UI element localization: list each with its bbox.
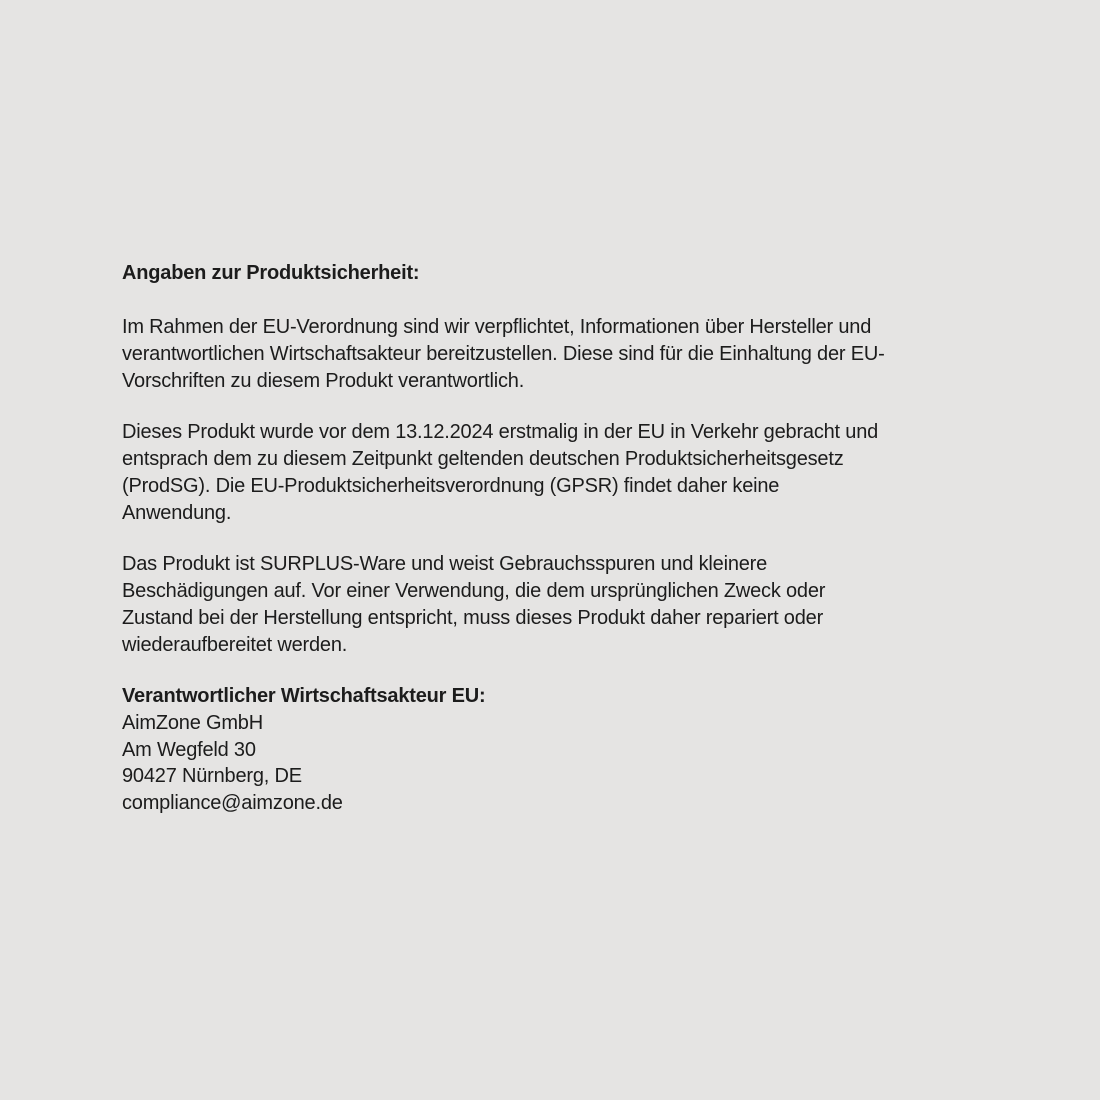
paragraph-surplus: Das Produkt ist SURPLUS-Ware und weist Gebrauchsspuren und kleinere Beschädigungen auf. Vor einer Verwendung, die dem ursprünglichen Zweck oder Zustand bei der Herstellung entspricht, muss dieses Produkt daher repariert oder wiederaufbereitet werden.: [122, 553, 826, 656]
address-city: 90427 Nürnberg, DE: [122, 765, 302, 787]
paragraph-market-date: Dieses Produkt wurde vor dem 13.12.2024 erstmalig in der EU in Verkehr gebracht und entsprach dem zu diesem Zeitpunkt geltenden deutschen Produktsicherheitsgesetz (ProdSG). Die EU-Produktsicherheitsverordnung (GPSR) findet daher keine Anwendung.: [122, 421, 879, 524]
product-safety-heading: Angaben zur Produktsicherheit:: [122, 262, 420, 284]
responsible-actor-address: [122, 710, 885, 816]
address-company: AimZone GmbH: [122, 712, 263, 734]
paragraph-eu-regulation: Im Rahmen der EU-Verordnung sind wir verpflichtet, Informationen über Hersteller und verantwortlichen Wirtschaftsakteur bereitzustellen. Diese sind für die Einhaltung der EU-Vorschriften zu diesem Produkt verantwortlich.: [122, 316, 885, 392]
responsible-actor-heading: Verantwortlicher Wirtschaftsakteur EU:: [122, 685, 486, 707]
address-email: compliance@aimzone.de: [122, 791, 343, 814]
address-street: Am Wegfeld 30: [122, 738, 256, 761]
